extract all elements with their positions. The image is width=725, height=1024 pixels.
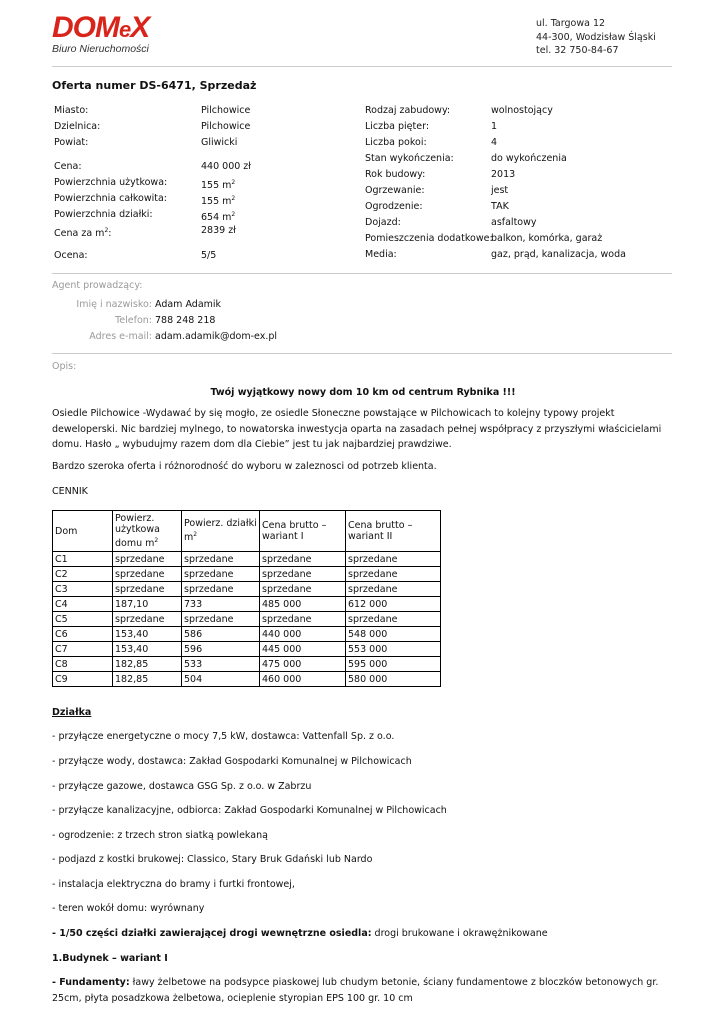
prop-label: Miasto: [54, 105, 89, 116]
prop-label: Cena: [54, 161, 82, 172]
table-row [53, 597, 441, 612]
cell: 586 [182, 627, 260, 642]
cell: 182,85 [113, 657, 182, 672]
plot-share-item: - 1/50 części działki zawierającej drogi wewnętrzne osiedla: drogi brukowane i okrawężnikowane [52, 928, 548, 939]
cell: sprzedane [346, 552, 441, 567]
price-list-heading: CENNIK [52, 486, 88, 497]
table-row [53, 627, 441, 642]
prop-value: asfaltowy [491, 217, 537, 228]
prop-value: 5/5 [201, 250, 217, 261]
cell: C2 [53, 567, 113, 582]
prop-value: 654 $m^2$ [201, 211, 236, 224]
prop-label: Ogrzewanie: [365, 185, 425, 196]
cell: 153,40 [113, 642, 182, 657]
cell: sprzedane [113, 582, 182, 597]
table-row [53, 642, 441, 657]
cell: sprzedane [182, 552, 260, 567]
cell: 596 [182, 642, 260, 657]
table-row [53, 552, 441, 567]
header-cell: Powierz. użytkowa domu $m^2$ [113, 511, 182, 552]
plot-item: - ogrodzenie: z trzech stron siatką powlekaną [52, 830, 268, 841]
header-cell: Dom [53, 511, 113, 552]
table-header-row [53, 511, 441, 552]
prop-label: Media: [365, 249, 397, 260]
company-logo [52, 11, 150, 55]
plot-item: - podjazd z kostki brukowej: Classico, Stary Bruk Gdański lub Nardo [52, 854, 373, 865]
prop-value: balkon, komórka, garaż [491, 233, 603, 244]
prop-label: Liczba pięter: [365, 121, 430, 132]
price-table [52, 510, 441, 687]
prop-value: jest [491, 185, 509, 196]
prop-label: Rodzaj zabudowy: [365, 105, 451, 116]
plot-item: - instalacja elektryczna do bramy i furtki frontowej, [52, 879, 295, 890]
prop-value: wolnostojący [491, 105, 553, 116]
header-divider [52, 66, 672, 67]
cell: C3 [53, 582, 113, 597]
cell: sprzedane [346, 612, 441, 627]
prop-value: Pilchowice [201, 105, 251, 116]
cell: 182,85 [113, 672, 182, 687]
logo-subtitle: Biuro Nieruchomości [52, 43, 149, 55]
prop-value: Pilchowice [201, 121, 251, 132]
prop-label: Pomieszczenia dodatkowe: [365, 233, 493, 244]
cell: sprzedane [346, 567, 441, 582]
prop-label: Liczba pokoi: [365, 137, 427, 148]
cell: 504 [182, 672, 260, 687]
building-heading: 1.Budynek – wariant I [52, 953, 168, 964]
cell: sprzedane [260, 552, 346, 567]
plot-item: - przyłącze gazowe, dostawca GSG Sp. z o.o. w Zabrzu [52, 781, 312, 792]
cell: sprzedane [182, 612, 260, 627]
table-row [53, 582, 441, 597]
plot-item: - przyłącze energetyczne o mocy 7,5 kW, dostawca: Vattenfall Sp. z o.o. [52, 731, 395, 742]
prop-label: Powiat: [54, 137, 89, 148]
prop-label: Powierzchnia działki: [54, 209, 153, 220]
cell: 733 [182, 597, 260, 612]
cell: sprzedane [113, 552, 182, 567]
cell: 475 000 [260, 657, 346, 672]
description-paragraph: Osiedle Pilchowice -Wydawać by się mogło, ze osiedle Słoneczne powstające w Pilchowicach to kolejny typowy projekt deweloperski. Nic bardziej mylnego, to nowatorska inwestycja oparta na zasadach pełnej współpracy z przyszłymi właścicielami domu. Hasło „ wybudujmy razem dom dla Ciebie” jest tu jak najbardziej prawdziwe. [52, 408, 662, 450]
agent-phone: 788 248 218 [155, 315, 216, 326]
cell: C1 [53, 552, 113, 567]
prop-value: 155 $m^2$ [201, 179, 236, 192]
cell: C6 [53, 627, 113, 642]
section-divider [52, 273, 672, 274]
cell: 440 000 [260, 627, 346, 642]
prop-value: 2839 zł [201, 225, 236, 236]
prop-value: gaz, prąd, kanalizacja, woda [491, 249, 626, 260]
prop-label: Powierzchnia użytkowa: [54, 177, 168, 188]
prop-label: Powierzchnia całkowita: [54, 193, 167, 204]
header-cell: Cena brutto – wariant I [260, 511, 346, 552]
section-divider [52, 353, 672, 354]
cell: sprzedane [182, 582, 260, 597]
offer-title: Oferta numer DS-6471, Sprzedaż [52, 79, 257, 92]
address-phone: tel. 32 750-84-67 [536, 45, 619, 56]
cell: sprzedane [260, 582, 346, 597]
cell: sprzedane [182, 567, 260, 582]
prop-value: do wykończenia [491, 153, 567, 164]
cell: sprzedane [113, 567, 182, 582]
cell: 533 [182, 657, 260, 672]
description-headline: Twój wyjątkowy nowy dom 10 km od centrum Rybnika !!! [210, 387, 516, 398]
plot-heading: Działka [52, 707, 92, 718]
company-address [536, 17, 656, 58]
logo-wordmark: DOMeX [52, 11, 150, 44]
plot-item: - przyłącze kanalizacyjne, odbiorca: Zakład Gospodarki Komunalnej w Pilchowicach [52, 805, 447, 816]
cell: 445 000 [260, 642, 346, 657]
address-street: ul. Targowa 12 [536, 18, 606, 29]
agent-name: Adam Adamik [155, 299, 222, 310]
plot-item: - teren wokół domu: wyrównany [52, 903, 205, 914]
cell: 553 000 [346, 642, 441, 657]
cell: 187,10 [113, 597, 182, 612]
cell: sprzedane [113, 612, 182, 627]
header-cell: Cena brutto – wariant II [346, 511, 441, 552]
table-row [53, 567, 441, 582]
cell: 548 000 [346, 627, 441, 642]
prop-label: Ogrodzenie: [365, 201, 423, 212]
cell: C7 [53, 642, 113, 657]
cell: 460 000 [260, 672, 346, 687]
cell: sprzedane [260, 612, 346, 627]
cell: C8 [53, 657, 113, 672]
address-city: 44-300, Wodzisław Śląski [536, 31, 656, 43]
cell: 580 000 [346, 672, 441, 687]
cell: 153,40 [113, 627, 182, 642]
plot-item: - przyłącze wody, dostawca: Zakład Gospodarki Komunalnej w Pilchowicach [52, 756, 412, 767]
header-cell: Powierz. działki $m^2$ [182, 511, 260, 552]
prop-value: TAK [491, 201, 509, 212]
agent-email-label: Adres e-mail: [89, 331, 152, 342]
prop-label: Dzielnica: [54, 121, 101, 132]
table-row [53, 657, 441, 672]
cell: 595 000 [346, 657, 441, 672]
prop-label: Stan wykończenia: [365, 153, 454, 164]
agent-phone-label: Telefon: [115, 315, 152, 326]
cell: sprzedane [346, 582, 441, 597]
prop-label: Ocena: [54, 250, 88, 261]
foundation-item: - Fundamenty: ławy żelbetowe na podsypce piaskowej lub chudym betonie, ściany fundamentowe z bloczków betonowych gr. 25cm, płyta posadzkowa żelbetowa, ocieplenie styropian EPS 100 gr. 10 cm [52, 977, 659, 1004]
table-row [53, 612, 441, 627]
prop-value: Gliwicki [201, 137, 238, 148]
prop-value: 2013 [491, 169, 516, 180]
cell: C4 [53, 597, 113, 612]
cell: sprzedane [260, 567, 346, 582]
cell: 612 000 [346, 597, 441, 612]
prop-label: Rok budowy: [365, 169, 426, 180]
prop-value: 155 $m^2$ [201, 195, 236, 208]
table-row [53, 672, 441, 687]
agent-email-link[interactable]: adam.adamik@dom-ex.pl [155, 331, 278, 342]
prop-value: 440 000 zł [201, 161, 251, 172]
agent-heading: Agent prowadzący: [52, 280, 143, 291]
prop-value: 4 [491, 137, 498, 148]
cell: C9 [53, 672, 113, 687]
description-heading: Opis: [52, 361, 77, 372]
prop-value: 1 [491, 121, 498, 132]
prop-label: Cena za $m^2$: [54, 227, 112, 240]
description-paragraph: Bardzo szeroka oferta i różnorodność do wyboru w zaleznosci od potrzeb klienta. [52, 461, 437, 472]
cell: 485 000 [260, 597, 346, 612]
prop-label: Dojazd: [365, 217, 401, 228]
cell: C5 [53, 612, 113, 627]
agent-name-label: Imię i nazwisko: [76, 299, 152, 310]
